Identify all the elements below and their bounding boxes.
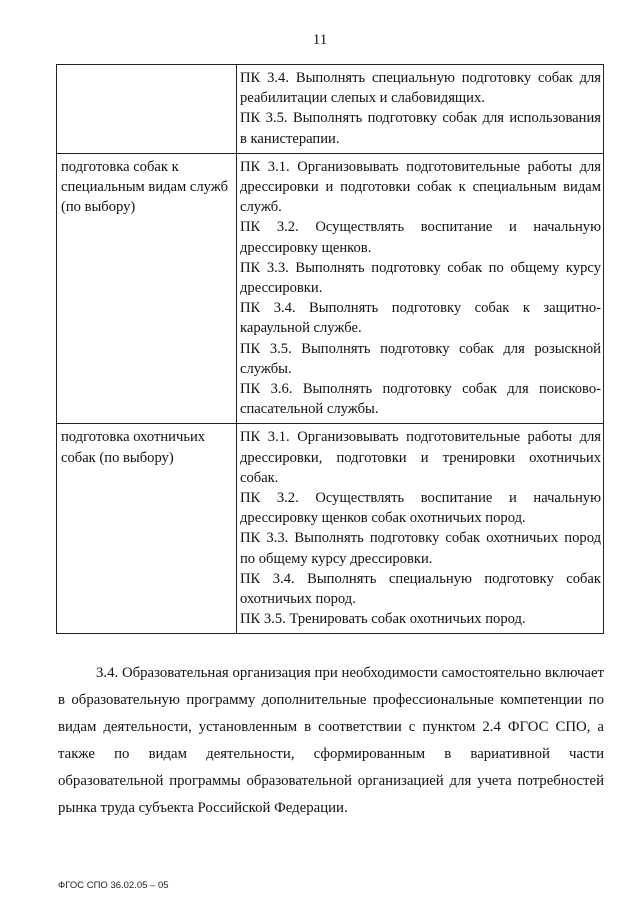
body-paragraph: 3.4. Образовательная организация при необходимости самостоятельно включает в образовательную программу дополнительные профессиональные компетенции по видам деятельности, установленным в соответствии с пунктом 2.4 ФГОС СПО, а также по видам деятельности, сформированным в вариативной части образовательной программы образовательной организацией для учета потребностей рынка труда субъекта Российской Федерации.	[58, 665, 604, 816]
competencies-table	[56, 64, 604, 634]
competency-item: ПК 3.1. Организовывать подготовительные работы для дрессировки и подготовки собак к специальным видам служб.	[240, 158, 601, 216]
table-row	[57, 424, 604, 634]
competency-item: ПК 3.5. Выполнять подготовку собак для розыскной службы.	[240, 340, 601, 377]
competency-item: ПК 3.4. Выполнять подготовку собак к защитно-караульной службе.	[240, 300, 601, 337]
page-number: 11	[312, 32, 328, 48]
competencies-cell	[237, 65, 604, 154]
footer-code: ФГОС СПО 36.02.05 – 05	[58, 880, 169, 891]
competency-item: ПК 3.3. Выполнять подготовку собак по общему курсу дрессировки.	[240, 259, 601, 297]
competency-item: ПК 3.4. Выполнять специальную подготовку собак для реабилитации слепых и слабовидящих.	[240, 70, 601, 107]
table-row	[57, 65, 604, 154]
activity-cell	[57, 65, 237, 154]
competency-item: ПК 3.4. Выполнять специальную подготовку собак охотничьих пород.	[240, 570, 601, 608]
competencies-cell	[237, 153, 604, 424]
competency-item: ПК 3.5. Тренировать собак охотничьих пород.	[240, 611, 526, 628]
competency-item: ПК 3.2. Осуществлять воспитание и начальную дрессировку щенков собак охотничьих пород.	[240, 490, 601, 527]
competencies-cell	[237, 424, 604, 634]
competency-item: ПК 3.1. Организовывать подготовительные работы для дрессировки, подготовки и тренировки охотничьих собак.	[240, 429, 601, 486]
competency-item: ПК 3.2. Осуществлять воспитание и начальную дрессировку щенков.	[240, 219, 601, 256]
activity-cell: подготовка охотничьих собак (по выбору)	[57, 424, 237, 634]
table-row	[57, 153, 604, 424]
activity-cell: подготовка собак к специальным видам служб (по выбору)	[57, 153, 237, 424]
competency-item: ПК 3.3. Выполнять подготовку собак охотничьих пород по общему курсу дрессировки.	[240, 530, 601, 567]
competency-item: ПК 3.6. Выполнять подготовку собак для поисково-спасательной службы.	[240, 381, 601, 418]
competency-item: ПК 3.5. Выполнять подготовку собак для использования в канистерапии.	[240, 110, 601, 147]
